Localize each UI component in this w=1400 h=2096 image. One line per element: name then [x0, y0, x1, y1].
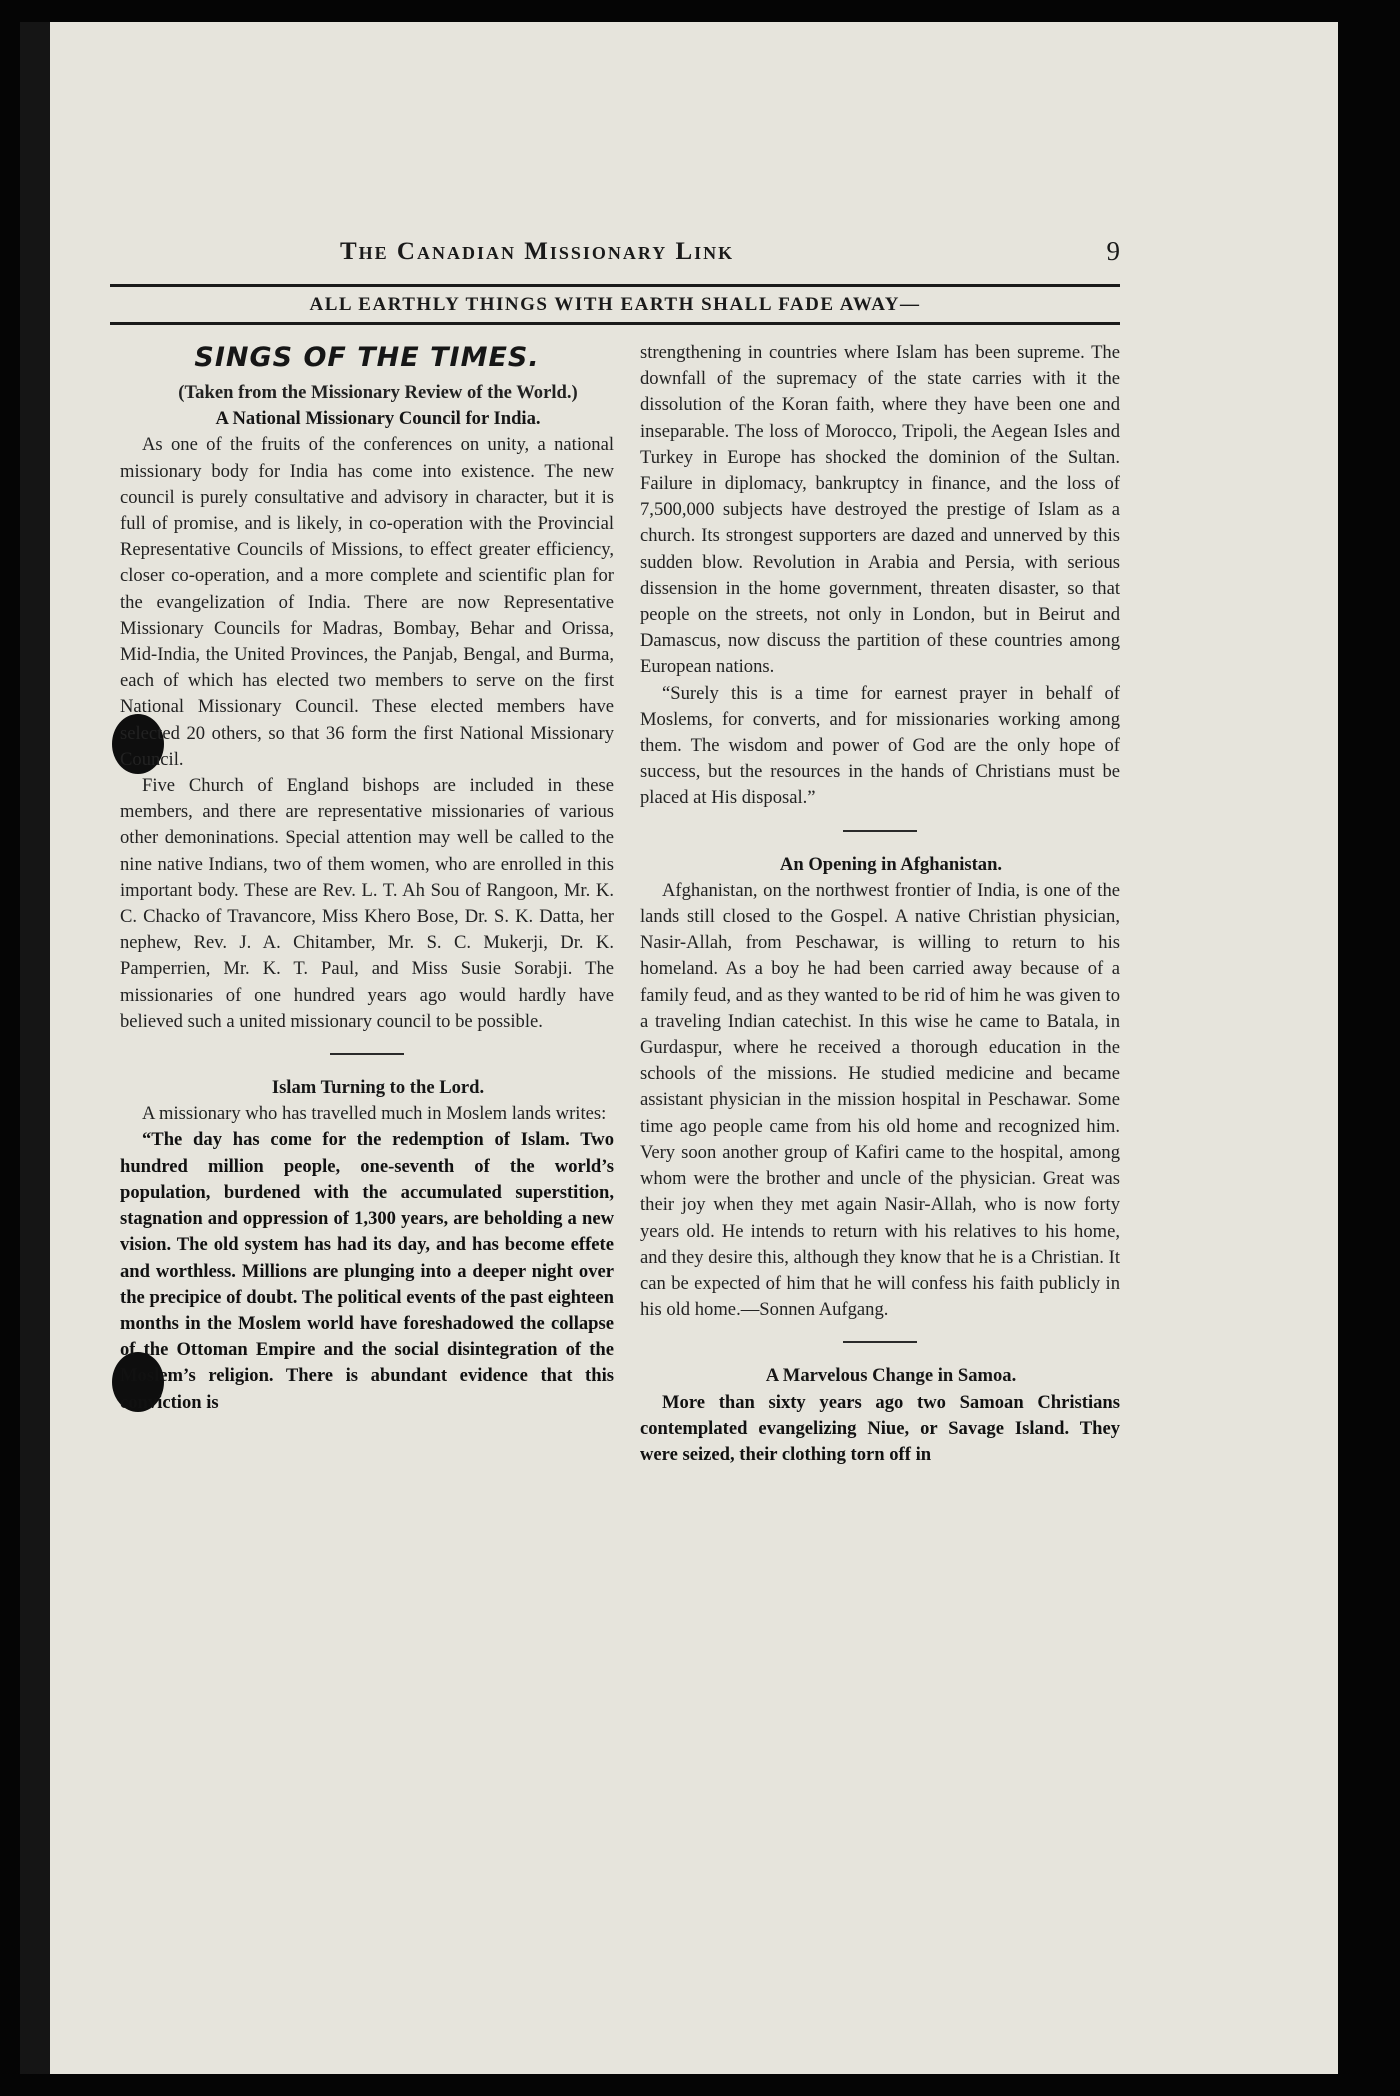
- motto-line: ALL EARTHLY THINGS WITH EARTH SHALL FADE AWAY—: [309, 294, 921, 315]
- source-note: (Taken from the Missionary Review of the World.): [178, 382, 578, 403]
- right-column: [640, 340, 1120, 1468]
- running-head: [120, 238, 1120, 272]
- main-heading: SINGS OF THE TIMES.: [194, 342, 540, 373]
- article-paragraph: Afghanistan, on the northwest frontier of India, is one of the lands still closed to the Gospel. A native Christian physician, Nasir-Allah, from Peschawar, is willing to return to his homeland. As a boy he had been carried away because of a family feud, and as they wanted to be rid of him he was given to a traveling Indian catechist. In this wise he came to Batala, in Gurdaspur, where he received a thorough education in the schools of the missions. He studied medicine and became assistant physician in the mission hospital in Peschawar. Some time ago people came from his old home and recognized him. Very soon another group of Kafiri came to the hospital, among whom were the brother and uncle of the physician. Great was their joy when they met again Nasir-Allah, who is now forty years old. He intends to return with his relatives to his home, and they desire this, although they know that he is a Christian. It can be expected of him that he will confess his faith publicly in his old home.—Sonnen Aufgang.: [640, 879, 1120, 1321]
- header-rule-top: [110, 284, 1120, 287]
- article-quote: “The day has come for the redemption of Islam. Two hundred million people, one-seventh of the world’s population, burdened with the accumulated superstition, stagnation and oppression of 1,300 years, are beholding a new vision. The old system has had its day, and has become effete and worthless. Millions are plunging into a deeper night over the precipice of doubt. The political events of the past eighteen months in the Moslem world have foreshadowed the collapse of the Ottoman Empire and the social disintegration of the Moslem’s religion. There is abundant evidence that this conviction is: [120, 1129, 614, 1413]
- article-heading-samoa: A Marvelous Change in Samoa.: [765, 1365, 1017, 1387]
- section-divider: [843, 1341, 917, 1343]
- quote-paragraph: “Surely this is a time for earnest prayer in behalf of Moslems, for converts, and for missionaries working among them. The wisdom and power of God are the only hope of success, but the resources in the hands of Christians must be placed at His disposal.”: [640, 682, 1120, 809]
- article-intro: A missionary who has travelled much in Moslem lands writes:: [142, 1103, 607, 1125]
- article-paragraph: As one of the fruits of the conferences on unity, a national missionary body for India has come into existence. The new council is purely consultative and advisory in character, but it is full of promise, and is likely, in co-operation with the Provincial Representative Councils of Missions, to effect greater efficiency, closer co-operation, and a more complete and scientific plan for the evangelization of India. There are now Representative Missionary Councils for Madras, Bombay, Behar and Orissa, Mid-India, the United Provinces, the Panjab, Bengal, and Burma, each of which has elected two members to serve on the first National Missionary Council. These elected members have selected 20 others, so that 36 form the first National Missionary Council.: [120, 434, 614, 770]
- article-paragraph: Five Church of England bishops are included in these members, and there are representative missionaries of various other demoninations. Special attention may well be called to the nine native Indians, two of them women, who are enrolled in this important body. These are Rev. L. T. Ah Sou of Rangoon, Mr. K. C. Chacko of Travancore, Miss Khero Bose, Dr. S. K. Datta, her nephew, Rev. J. A. Chitamber, Mr. S. C. Mukerji, Dr. K. Pamperrien, Mr. K. T. Paul, and Miss Susie Sorabji. The missionaries of one hundred years ago would hardly have believed such a united missionary council to be possible.: [120, 775, 614, 1032]
- article-heading-islam-turning: Islam Turning to the Lord.: [271, 1077, 485, 1099]
- section-divider: [330, 1053, 404, 1055]
- section-divider: [843, 830, 917, 832]
- article-paragraph: More than sixty years ago two Samoan Christians contemplated evangelizing Niue, or Savage Island. They were seized, their clothing torn off in: [640, 1391, 1120, 1465]
- left-column: [120, 340, 614, 1416]
- article-heading-afghanistan: An Opening in Afghanistan.: [779, 853, 1003, 875]
- running-title: The Canadian Missionary Link: [340, 238, 735, 265]
- continued-paragraph: strengthening in countries where Islam has been supreme. The downfall of the supremacy of the state carries with it the dissolution of the Koran faith, where they have been one and inseparable. The loss of Morocco, Tripoli, the Aegean Isles and Turkey in Europe has shocked the dominion of the Sultan. Failure in diplomacy, bankruptcy in finance, and the loss of 7,500,000 subjects have destroyed the prestige of Islam as a church. Its strongest supporters are dazed and unnerved by this sudden blow. Revolution in Arabia and Persia, with serious dissension in the home government, threaten disaster, so that people on the streets, not only in London, but in Beirut and Damascus, now discuss the partition of these countries among European nations.: [640, 342, 1120, 678]
- page-number: 9: [1106, 236, 1120, 266]
- header-rule-bottom: [110, 322, 1120, 325]
- article-heading-national-council: A National Missionary Council for India.: [215, 408, 541, 430]
